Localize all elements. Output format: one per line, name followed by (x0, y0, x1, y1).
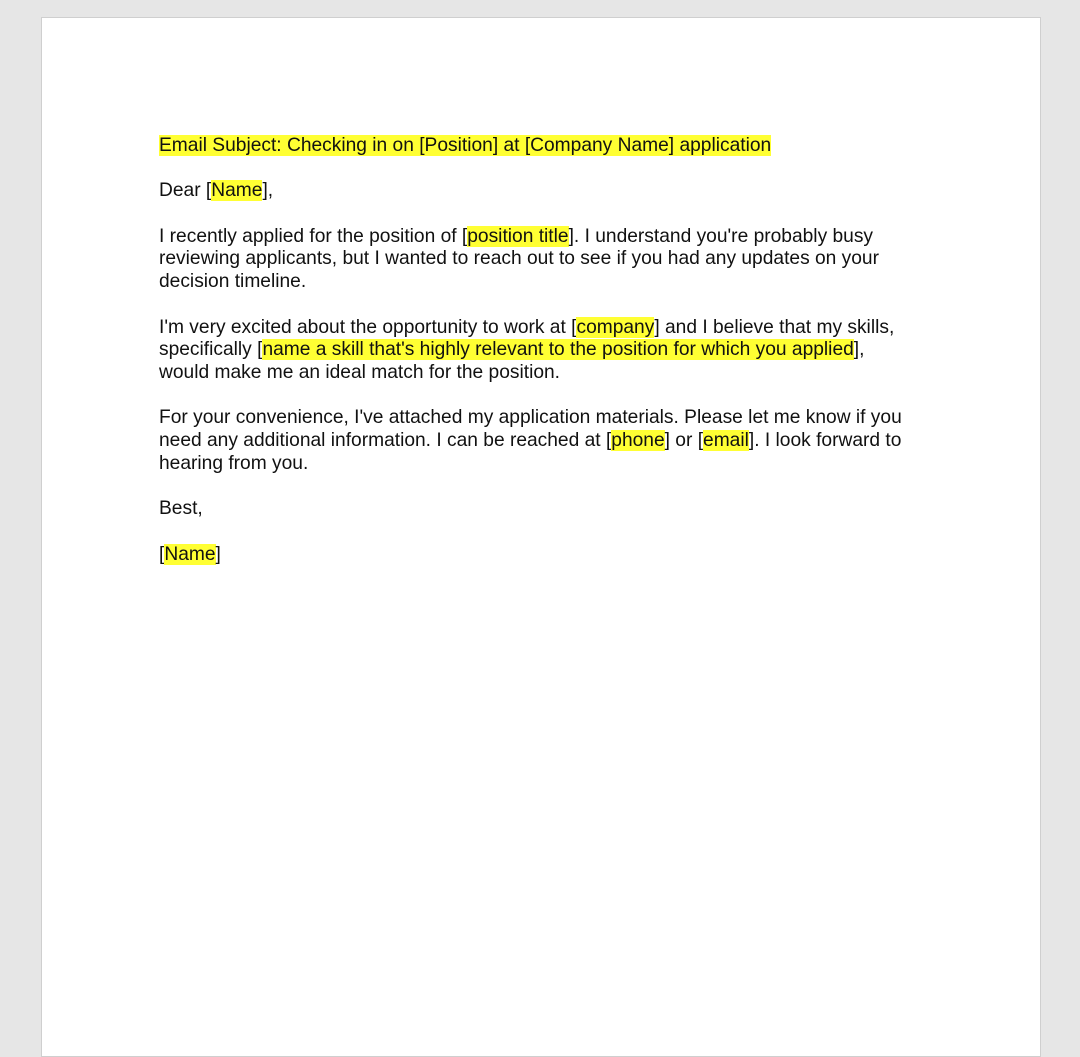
skill-placeholder: name a skill that's highly relevant to the position for which you applied (262, 339, 854, 361)
paragraph-2-line-2 (159, 339, 939, 362)
position-title-placeholder: position title (467, 225, 569, 247)
paragraph-1-line-1 (159, 226, 939, 249)
company-placeholder: company (576, 316, 655, 338)
text-segment: I'm very excited about the opportunity to work at [ (159, 316, 577, 338)
email-subject-highlight: Email Subject: Checking in on [Position] at [Company Name] application (159, 135, 772, 156)
paragraph-3-line-2 (159, 430, 939, 453)
text-segment: ]. I look forward to (748, 430, 902, 452)
email-template-body (159, 135, 939, 589)
greeting-prefix: Dear [ (159, 180, 212, 202)
signature-suffix: ] (215, 543, 221, 565)
signature-prefix: [ (159, 543, 165, 565)
signature-line (159, 544, 939, 567)
paragraph-contact (159, 407, 939, 475)
paragraph-application (159, 226, 939, 294)
closing-line: Best, (159, 498, 203, 520)
signature-name-placeholder: Name (164, 543, 216, 565)
text-segment: need any additional information. I can be reached at [ (159, 430, 612, 452)
paragraph-2-line-3: would make me an ideal match for the position. (159, 361, 561, 383)
paragraph-3-line-1: For your convenience, I've attached my application materials. Please let me know if you (159, 407, 902, 429)
paragraph-1-line-2: reviewing applicants, but I wanted to reach out to see if you had any updates on your (159, 248, 879, 270)
email-placeholder: email (703, 430, 749, 452)
paragraph-1-line-3: decision timeline. (159, 271, 307, 293)
paragraph-2-line-1 (159, 317, 939, 340)
text-segment: ] or [ (664, 430, 704, 452)
text-segment: ]. I understand you're probably busy (568, 225, 874, 247)
phone-placeholder: phone (611, 430, 665, 452)
text-segment: I recently applied for the position of [ (159, 225, 468, 247)
greeting-suffix: ], (262, 180, 274, 202)
paragraph-3-line-3: hearing from you. (159, 452, 309, 474)
email-subject-line (159, 135, 939, 158)
greeting-name-placeholder: Name (211, 180, 263, 202)
text-segment: ], (853, 339, 865, 361)
document-page (41, 17, 1041, 1057)
text-segment: specifically [ (159, 339, 263, 361)
paragraph-excitement (159, 317, 939, 385)
text-segment: ] and I believe that my skills, (654, 316, 895, 338)
greeting-line (159, 180, 939, 203)
